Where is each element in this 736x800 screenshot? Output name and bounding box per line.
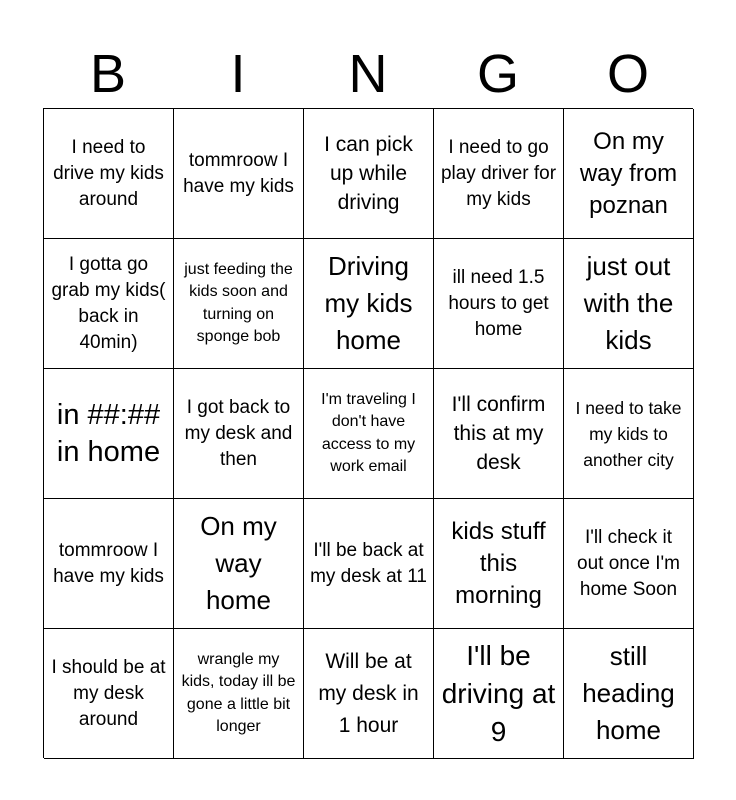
- bingo-cell[interactable]: [304, 629, 434, 759]
- cell-text: I'll be driving at 9: [441, 639, 556, 747]
- header-letter-g: G: [476, 44, 519, 104]
- cell-text: I got back to my desk and then: [184, 396, 293, 470]
- bingo-cell[interactable]: [174, 629, 304, 759]
- header-letter-n: N: [348, 44, 388, 104]
- bingo-cell[interactable]: [174, 239, 304, 369]
- bingo-cell[interactable]: [304, 239, 434, 369]
- cell-text: I need to take my kids to another city: [575, 397, 682, 470]
- bingo-cell[interactable]: [44, 109, 174, 239]
- cell-text: I'm traveling I don't have access to my work email: [321, 390, 416, 475]
- bingo-cell[interactable]: [564, 369, 694, 499]
- cell-text: Will be at my desk in 1 hour: [318, 649, 419, 737]
- bingo-cell[interactable]: [44, 499, 174, 629]
- cell-text: I need to drive my kids around: [53, 136, 164, 210]
- cell-text: I'll confirm this at my desk: [451, 393, 546, 474]
- bingo-cell[interactable]: [564, 629, 694, 759]
- cell-text: tommroow I have my kids: [53, 539, 164, 587]
- header-letter-o: O: [606, 44, 649, 104]
- bingo-cell[interactable]: [434, 239, 564, 369]
- bingo-cell[interactable]: [564, 239, 694, 369]
- bingo-cell[interactable]: [304, 109, 434, 239]
- bingo-board: [43, 108, 693, 758]
- bingo-cell[interactable]: [174, 369, 304, 499]
- bingo-cell[interactable]: [304, 369, 434, 499]
- bingo-cell[interactable]: [44, 629, 174, 759]
- cell-text: in ##:## in home: [56, 398, 161, 468]
- bingo-cell[interactable]: [174, 109, 304, 239]
- bingo-cell[interactable]: [434, 629, 564, 759]
- cell-text: just out with the kids: [583, 251, 674, 355]
- bingo-cell[interactable]: [44, 369, 174, 499]
- cell-text: tommroow I have my kids: [183, 149, 294, 197]
- bingo-cell[interactable]: [304, 499, 434, 629]
- cell-text: I'll check it out once I'm home Soon: [577, 526, 680, 600]
- cell-text: I'll be back at my desk at 11: [310, 539, 427, 587]
- cell-text: On my way home: [200, 511, 277, 615]
- bingo-header: [43, 40, 693, 108]
- bingo-cell[interactable]: [564, 109, 694, 239]
- header-letter-b: B: [89, 44, 127, 104]
- bingo-cell[interactable]: [434, 499, 564, 629]
- cell-text: still heading home: [582, 641, 675, 745]
- cell-text: just feeding the kids soon and turning on sponge bob: [184, 260, 293, 345]
- cell-text: I should be at my desk around: [51, 656, 166, 730]
- cell-text: ill need 1.5 hours to get home: [448, 266, 549, 340]
- cell-text: On my way from poznan: [579, 127, 678, 219]
- cell-text: kids stuff this morning: [451, 517, 546, 609]
- cell-text: I can pick up while driving: [324, 133, 413, 214]
- cell-text: Driving my kids home: [324, 251, 413, 355]
- bingo-cell[interactable]: [434, 109, 564, 239]
- cell-text: I gotta go grab my kids( back in 40min): [51, 253, 166, 353]
- header-letter-i: I: [230, 44, 246, 104]
- bingo-cell[interactable]: [434, 369, 564, 499]
- cell-text: I need to go play driver for my kids: [440, 136, 557, 210]
- bingo-cell[interactable]: [564, 499, 694, 629]
- bingo-cell[interactable]: [174, 499, 304, 629]
- bingo-cell[interactable]: [44, 239, 174, 369]
- cell-text: wrangle my kids, today ill be gone a little bit longer: [181, 650, 296, 735]
